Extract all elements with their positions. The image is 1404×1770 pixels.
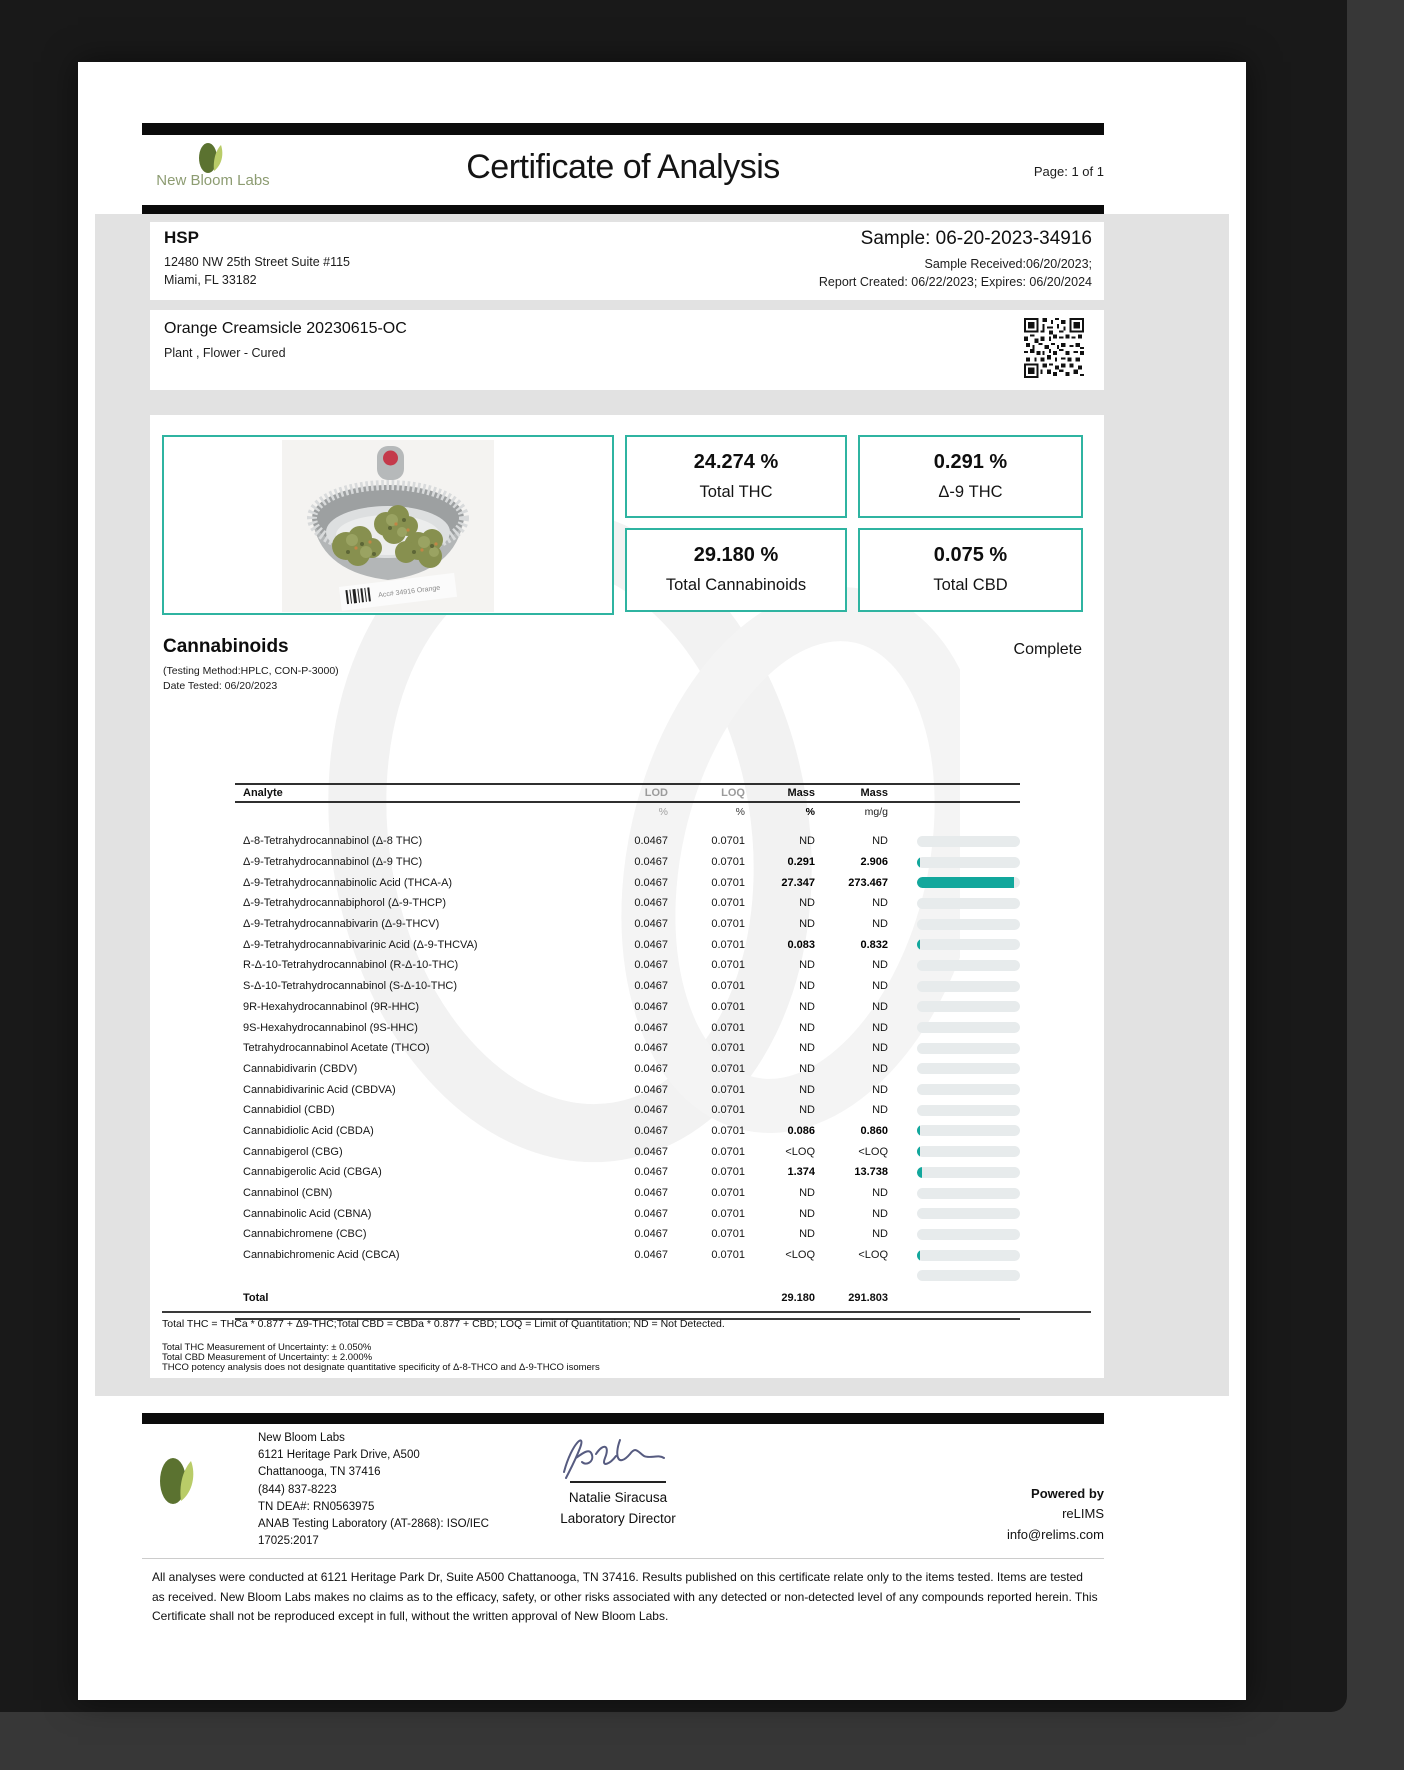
cannabinoids-table [235,783,1020,1320]
analyte-name: Δ-9-Tetrahydrocannabinolic Acid (THCA-A) [243,876,453,889]
table-row [235,955,1020,976]
signature-line [570,1481,666,1483]
mass-bar [917,939,1020,950]
stat-label: Total Cannabinoids [665,576,807,594]
qr-code [1024,318,1084,378]
analyte-loq: 0.0701 [711,1145,745,1158]
analyte-mass-pct: <LOQ [785,1145,815,1158]
analyte-lod: 0.0467 [634,1062,668,1075]
analyte-name: Cannabinol (CBN) [243,1187,333,1200]
table-row [235,1141,1020,1162]
analyte-mass-mgg: ND [872,1021,888,1034]
table-row [235,1059,1020,1080]
product-name: Orange Creamsicle 20230615-OC [164,320,407,337]
page-number: Page: 1 of 1 [1033,164,1104,179]
analyte-name: Cannabinolic Acid (CBNA) [243,1207,372,1220]
analyte-lod: 0.0467 [634,1249,668,1262]
client-address-line1: 12480 NW 25th Street Suite #115 [164,255,350,269]
mass-bar [917,1229,1020,1240]
mass-bar-fill [917,1146,920,1157]
analyte-lod: 0.0467 [634,1021,668,1034]
mass-bar [917,1022,1020,1033]
analyte-mass-mgg: ND [872,1104,888,1117]
lab-address-line: TN DEA#: RN0563975 [258,1500,375,1513]
table-total-row [235,1287,1020,1309]
analyte-mass-pct: 0.291 [787,856,815,869]
analyte-mass-pct: ND [799,1228,815,1241]
stat-value: 24.274 % [693,451,779,473]
analyte-mass-pct: ND [799,1207,815,1220]
lab-address-line: 6121 Heritage Park Drive, A500 [258,1449,420,1462]
mass-bar-fill [917,939,920,950]
analyte-mass-mgg: 0.832 [860,938,888,951]
table-header-row [235,783,1020,803]
mass-bar [917,1208,1020,1219]
mass-bar [917,1270,1020,1281]
report-created: Report Created: 06/22/2023; Expires: 06/20/2024 [818,275,1092,289]
section-status: Complete [1013,641,1082,658]
analyte-loq: 0.0701 [711,980,745,993]
analyte-lod: 0.0467 [634,1000,668,1013]
powered-by-block [1007,1486,1104,1542]
signature-image [546,1428,696,1482]
analyte-loq: 0.0701 [711,876,745,889]
analyte-mass-mgg: ND [872,1042,888,1055]
lab-address-line: 17025:2017 [258,1535,319,1548]
powered-by-brand: reLIMS [1062,1506,1104,1521]
stat-value: 0.075 % [933,544,1008,566]
client-address-line2: Miami, FL 33182 [164,273,257,287]
mass-bar [917,1084,1020,1095]
analyte-name: Tetrahydrocannabinol Acetate (THCO) [243,1042,430,1055]
uncertainty-notes [162,1343,600,1373]
analyte-lod: 0.0467 [634,1166,668,1179]
analyte-mass-pct: 1.374 [787,1166,815,1179]
lab-address-block [258,1430,489,1550]
analyte-mass-mgg: 273.467 [848,876,888,889]
note-line: Total THC Measurement of Uncertainty: ± 0.050% [162,1342,372,1353]
analyte-mass-pct: ND [799,1021,815,1034]
note-line: THCO potency analysis does not designate quantitative specificity of Δ-8-THCO and Δ-9-THCO isomers [162,1362,600,1373]
table-row [235,1121,1020,1142]
analyte-mass-pct: ND [799,980,815,993]
table-row [235,1100,1020,1121]
cannabinoids-card [150,415,1104,1378]
mass-bar [917,1063,1020,1074]
analyte-loq: 0.0701 [711,835,745,848]
analyte-mass-pct: ND [799,897,815,910]
analyte-mass-mgg: <LOQ [858,1249,888,1262]
analyte-mass-mgg: <LOQ [858,1145,888,1158]
analyte-name: Δ-9-Tetrahydrocannabivarinic Acid (Δ-9-THCVA) [243,938,478,951]
table-row [235,893,1020,914]
analyte-loq: 0.0701 [711,1166,745,1179]
col-mass-mgg: Mass [860,787,888,799]
lab-address-line: (844) 837-8223 [258,1483,337,1496]
analyte-loq: 0.0701 [711,897,745,910]
mass-bar [917,1146,1020,1157]
analyte-name: Δ-8-Tetrahydrocannabinol (Δ-8 THC) [243,835,423,848]
date-tested: Date Tested: 06/20/2023 [163,680,278,692]
analyte-lod: 0.0467 [634,980,668,993]
analyte-loq: 0.0701 [711,1228,745,1241]
powered-by-label: Powered by [1031,1486,1104,1501]
table-row [235,934,1020,955]
total-label: Total [243,1292,269,1305]
analyte-name: Δ-9-Tetrahydrocannabivarin (Δ-9-THCV) [243,918,440,931]
signatory-name: Natalie Siracusa [568,1490,668,1505]
table-row [235,1245,1020,1266]
product-type: Plant , Flower - Cured [164,346,286,360]
analyte-loq: 0.0701 [711,938,745,951]
analyte-mass-mgg: ND [872,897,888,910]
analyte-lod: 0.0467 [634,1104,668,1117]
footer-divider [142,1558,1104,1559]
table-row [235,997,1020,1018]
analyte-name: Cannabichromene (CBC) [243,1228,367,1241]
mass-bar [917,919,1020,930]
mass-bar [917,1188,1020,1199]
stat-box [858,435,1083,518]
stat-label: Δ-9 THC [938,483,1003,501]
analyte-mass-mgg: ND [872,980,888,993]
mass-bar-fill [917,857,920,868]
col-mass-pct: Mass [787,787,815,799]
client-sample-card [150,222,1104,300]
table-row [235,1183,1020,1204]
lab-address-line: Chattanooga, TN 37416 [258,1466,381,1479]
analyte-lod: 0.0467 [634,918,668,931]
page-title: Certificate of Analysis [466,148,780,186]
analyte-mass-mgg: ND [872,959,888,972]
analyte-lod: 0.0467 [634,1207,668,1220]
mass-bar-fill [917,1125,920,1136]
analyte-mass-pct: ND [799,959,815,972]
analyte-mass-mgg: 0.860 [860,1124,888,1137]
analyte-lod: 0.0467 [634,897,668,910]
analyte-lod: 0.0467 [634,1083,668,1096]
stat-value: 0.291 % [933,451,1008,473]
table-row [235,1079,1020,1100]
total-mass-pct: 29.180 [781,1292,815,1305]
analyte-mass-pct: <LOQ [785,1249,815,1262]
analyte-lod: 0.0467 [634,1228,668,1241]
analyte-lod: 0.0467 [634,938,668,951]
sample-id: Sample: 06-20-2023-34916 [860,228,1092,249]
mass-bar [917,1105,1020,1116]
analyte-mass-mgg: ND [872,1083,888,1096]
table-row [235,1162,1020,1183]
analyte-loq: 0.0701 [711,1021,745,1034]
mass-bar [917,1167,1020,1178]
analyte-name: Cannabigerol (CBG) [243,1145,343,1158]
stat-label: Total THC [699,483,773,501]
stat-value: 29.180 % [693,544,779,566]
table-row [235,831,1020,852]
analyte-loq: 0.0701 [711,1124,745,1137]
table-row [235,1224,1020,1245]
analyte-name: Cannabidiolic Acid (CBDA) [243,1124,374,1137]
analyte-mass-pct: 0.083 [787,938,815,951]
powered-by-email: info@relims.com [1007,1527,1104,1542]
analyte-name: 9S-Hexahydrocannabinol (9S-HHC) [243,1021,418,1034]
mass-bar [917,1001,1020,1012]
analyte-loq: 0.0701 [711,1104,745,1117]
col-analyte: Analyte [243,787,283,799]
analyte-mass-pct: 0.086 [787,1124,815,1137]
lab-address-line: ANAB Testing Laboratory (AT-2868): ISO/IEC [258,1518,489,1531]
analyte-mass-mgg: 2.906 [860,856,888,869]
analyte-lod: 0.0467 [634,959,668,972]
mass-bar-fill [917,1250,920,1261]
mass-bar [917,1125,1020,1136]
analyte-mass-pct: ND [799,918,815,931]
analyte-lod: 0.0467 [634,1145,668,1158]
content-panel [95,214,1229,1396]
analyte-mass-mgg: ND [872,1062,888,1075]
table-footnote: Total THC = THCa * 0.877 + Δ9-THC;Total CBD = CBDa * 0.877 + CBD; LOQ = Limit of Quantitation; ND = Not Detected. [162,1318,725,1330]
mass-bar [917,1043,1020,1054]
analyte-mass-pct: 27.347 [781,876,815,889]
stats-grid [150,415,1104,625]
analyte-loq: 0.0701 [711,1207,745,1220]
mass-bar [917,981,1020,992]
analyte-mass-pct: ND [799,1042,815,1055]
section-title: Cannabinoids [163,636,289,657]
table-row [235,1017,1020,1038]
mass-bar [917,898,1020,909]
analyte-name: Cannabidivarinic Acid (CBDVA) [243,1083,396,1096]
table-row [235,1203,1020,1224]
analyte-name: S-Δ-10-Tetrahydrocannabinol (S-Δ-10-THC) [243,980,457,993]
analyte-lod: 0.0467 [634,1124,668,1137]
col-loq: LOQ [721,787,745,799]
sample-received: Sample Received:06/20/2023; [924,257,1092,271]
analyte-mass-mgg: 13.738 [854,1166,888,1179]
analyte-loq: 0.0701 [711,856,745,869]
card-bottom-rule [162,1311,1091,1313]
stat-box [625,528,847,612]
analyte-loq: 0.0701 [711,1042,745,1055]
logo-text: New Bloom Labs [156,172,270,189]
analyte-loq: 0.0701 [711,1249,745,1262]
table-units-row: % % % mg/g [658,806,888,818]
analyte-name: R-Δ-10-Tetrahydrocannabinol (R-Δ-10-THC) [243,959,459,972]
table-row [235,852,1020,873]
analyte-loq: 0.0701 [711,1187,745,1200]
analyte-name: 9R-Hexahydrocannabinol (9R-HHC) [243,1000,420,1013]
disclaimer-text: All analyses were conducted at 6121 Heritage Park Dr, Suite A500 Chattanooga, TN 37416. Results published on this certificate relate only to the items tested. Items are tested as received. New Bloom Labs makes no claims as to the efficacy, safety, or other risks associated with any detected or non-detected level of any compounds reported herein. This Certificate shall not be reproduced except in full, without the written approval of New Bloom Labs. [152,1570,1098,1623]
analyte-name: Cannabidiol (CBD) [243,1104,335,1117]
analyte-name: Cannabichromenic Acid (CBCA) [243,1249,400,1262]
analyte-mass-pct: ND [799,1062,815,1075]
mass-bar [917,960,1020,971]
table-row [235,1038,1020,1059]
lab-address-line: New Bloom Labs [258,1432,345,1444]
header-bottom-bar [142,205,1104,214]
analyte-mass-mgg: ND [872,1228,888,1241]
analyte-mass-mgg: ND [872,1207,888,1220]
mass-bar [917,857,1020,868]
header-top-bar [142,123,1104,135]
analyte-loq: 0.0701 [711,1083,745,1096]
mass-bar-fill [917,877,1014,888]
analyte-lod: 0.0467 [634,1187,668,1200]
client-name: HSP [164,228,199,247]
analyte-mass-mgg: ND [872,835,888,848]
stat-label: Total CBD [933,576,1008,594]
analyte-lod: 0.0467 [634,876,668,889]
mass-bar-fill [917,1167,922,1178]
analyte-mass-pct: ND [799,1104,815,1117]
analyte-lod: 0.0467 [634,835,668,848]
analyte-name: Cannabigerolic Acid (CBGA) [243,1166,382,1179]
testing-method: (Testing Method:HPLC, CON-P-3000) [163,665,339,677]
analyte-name: Δ-9-Tetrahydrocannabiphorol (Δ-9-THCP) [243,897,446,910]
table-row [235,976,1020,997]
analyte-mass-mgg: ND [872,918,888,931]
analyte-lod: 0.0467 [634,1042,668,1055]
analyte-name: Δ-9-Tetrahydrocannabinol (Δ-9 THC) [243,856,423,869]
analyte-loq: 0.0701 [711,1062,745,1075]
table-row [235,914,1020,935]
analyte-name: Cannabidivarin (CBDV) [243,1062,358,1075]
analyte-mass-pct: ND [799,1187,815,1200]
mass-bar [917,836,1020,847]
stat-box [625,435,847,518]
table-row [235,872,1020,893]
footer-top-bar [142,1413,1104,1424]
note-line: Total CBD Measurement of Uncertainty: ± 2.000% [162,1352,373,1363]
analyte-lod: 0.0467 [634,856,668,869]
mass-bar [917,877,1020,888]
mass-bar [917,1250,1020,1261]
signatory-title: Laboratory Director [560,1511,676,1526]
analyte-mass-pct: ND [799,1083,815,1096]
analyte-loq: 0.0701 [711,959,745,972]
certificate-page [78,62,1246,1700]
photo-label-text: Acc# 34916 Orange [377,584,441,600]
footer-logo-icon [154,1455,202,1512]
total-mass-mgg: 291.803 [848,1292,888,1305]
stat-box [858,528,1083,612]
col-lod: LOD [644,787,668,799]
analyte-loq: 0.0701 [711,1000,745,1013]
table-row [235,1265,1020,1286]
analyte-loq: 0.0701 [711,918,745,931]
analyte-mass-pct: ND [799,835,815,848]
analyte-mass-mgg: ND [872,1000,888,1013]
product-card [150,310,1104,390]
analyte-mass-mgg: ND [872,1187,888,1200]
analyte-mass-pct: ND [799,1000,815,1013]
